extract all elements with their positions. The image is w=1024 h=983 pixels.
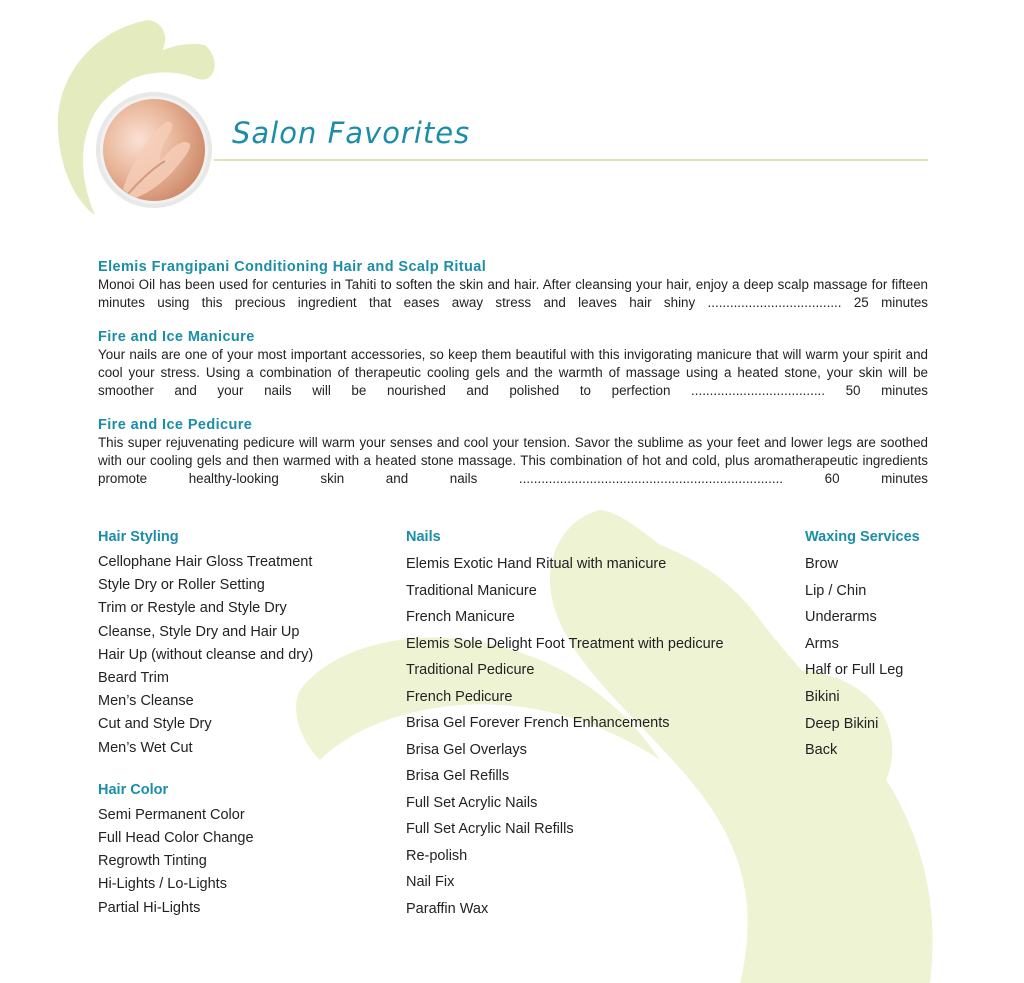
list-item: French Pedicure xyxy=(406,688,513,705)
list-item: Underarms xyxy=(805,609,877,626)
ritual-name: Fire and Ice Pedicure xyxy=(98,417,253,433)
list-item: Elemis Sole Delight Foot Treatment with pedicure xyxy=(406,635,724,652)
list-item: Men’s Wet Cut xyxy=(98,739,193,756)
hair-column xyxy=(98,527,378,920)
ritual-description: This super rejuvenating pedicure will warm your senses and cool your tension. Savor the sublime as your feet and lower legs are soothed with our cooling gels and then warmed with a heated stone massage. This combination of hot and cold, plus aromatherapeutic ingredients promote healthy-looking skin and nails ....................................................................... 60 minutes xyxy=(98,435,928,486)
ritual-description: Your nails are one of your most important accessories, so keep them beautiful with this invigorating manicure that will warm your spirit and cool your stress. Using a combination of therapeutic cooling gels and the warmth of massage using a heated stone, your skin will be smoother and your nails will be nourished and polished to perfection .................................... 50 minutes xyxy=(98,347,928,398)
list-item: Full Head Color Change xyxy=(98,830,254,847)
list-item: Full Set Acrylic Nails xyxy=(406,794,538,811)
list-item: Regrowth Tinting xyxy=(98,853,207,870)
waxing-list xyxy=(805,551,965,764)
ritual-item xyxy=(98,328,928,400)
ritual-item xyxy=(98,416,928,488)
hair-color-list xyxy=(98,804,378,920)
list-item: Trim or Restyle and Style Dry xyxy=(98,600,287,617)
list-item: Elemis Exotic Hand Ritual with manicure xyxy=(406,556,667,572)
list-item: Beard Trim xyxy=(98,670,169,687)
list-item: Cut and Style Dry xyxy=(98,716,212,733)
list-item: Hair Up (without cleanse and dry) xyxy=(98,646,314,663)
list-item: Traditional Pedicure xyxy=(406,662,535,678)
nails-heading: Nails xyxy=(406,529,441,545)
list-item: Arms xyxy=(805,635,839,652)
list-item: Deep Bikini xyxy=(805,715,879,732)
page-header xyxy=(0,0,1024,220)
list-item: Bikini xyxy=(805,688,840,705)
waxing-heading: Waxing Services xyxy=(805,529,920,545)
nails-list xyxy=(406,551,766,922)
waxing-column xyxy=(805,527,965,764)
ritual-name: Fire and Ice Manicure xyxy=(98,329,255,345)
list-item: Style Dry or Roller Setting xyxy=(98,577,265,594)
ritual-name: Elemis Frangipani Conditioning Hair and Scalp Ritual xyxy=(98,259,487,275)
list-item: Lip / Chin xyxy=(805,582,867,599)
list-item: Back xyxy=(805,742,838,759)
nails-column xyxy=(406,527,766,922)
list-item: Brisa Gel Forever French Enhancements xyxy=(406,715,670,731)
hair-styling-heading: Hair Styling xyxy=(98,529,179,545)
list-item: Traditional Manicure xyxy=(406,582,537,599)
hair-styling-list xyxy=(98,551,378,760)
list-item: Cellophane Hair Gloss Treatment xyxy=(98,554,313,570)
list-item: Nail Fix xyxy=(406,874,455,890)
list-item: Paraffin Wax xyxy=(406,900,489,917)
featured-rituals xyxy=(98,258,928,504)
list-item: Partial Hi-Lights xyxy=(98,899,201,916)
title-divider xyxy=(214,159,928,161)
list-item: Semi Permanent Color xyxy=(98,806,245,823)
hand-photo-icon xyxy=(103,99,205,201)
page-title: Salon Favorites xyxy=(232,116,471,150)
list-item: Brisa Gel Refills xyxy=(406,768,510,784)
list-item: Brisa Gel Overlays xyxy=(406,741,527,758)
ritual-description: Monoi Oil has been used for centuries in Tahiti to soften the skin and hair. After cleansing your hair, enjoy a deep scalp massage for fifteen minutes using this precious ingredient that eases away stress and leaves hair shiny .................................... 25 minutes xyxy=(98,277,928,310)
hair-color-heading: Hair Color xyxy=(98,781,169,798)
list-item: Brow xyxy=(805,556,839,572)
list-item: Half or Full Leg xyxy=(805,662,904,679)
list-item: French Manicure xyxy=(406,609,515,625)
list-item: Re-polish xyxy=(406,847,468,864)
list-item: Hi-Lights / Lo-Lights xyxy=(98,876,227,893)
ritual-item xyxy=(98,258,928,312)
list-item: Men’s Cleanse xyxy=(98,693,194,710)
list-item: Cleanse, Style Dry and Hair Up xyxy=(98,623,300,640)
list-item: Full Set Acrylic Nail Refills xyxy=(406,821,574,837)
